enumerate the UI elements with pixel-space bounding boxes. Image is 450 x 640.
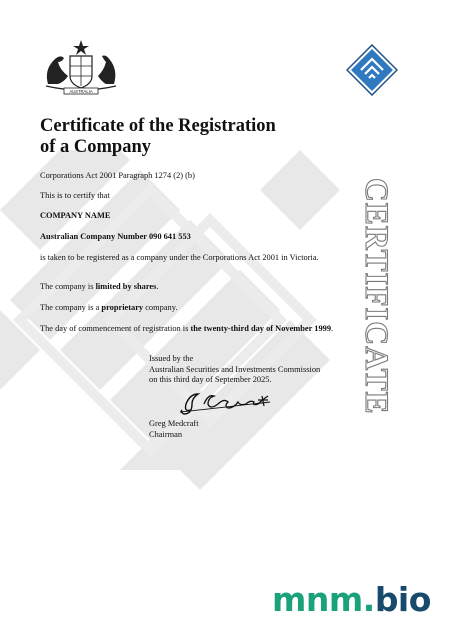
certificate-title (40, 116, 340, 158)
brand-part2: bio (374, 580, 431, 619)
signatory-title: Chairman (149, 429, 183, 439)
watermark-lattice (0, 150, 380, 490)
certify-intro: This is to certify that (40, 191, 110, 200)
issued-line3: on this third day of September 2025. (149, 375, 272, 384)
registration-statement: is taken to be registered as a company under the Corporations Act 2001 in Victoria. (40, 253, 319, 262)
paragraph-reference: Corporations Act 2001 Paragraph 1274 (2) (b) (40, 171, 195, 180)
limited-suffix: . (156, 282, 159, 291)
certificate-title-line2: of a Company (40, 137, 152, 157)
type-prefix: The company is a (40, 303, 102, 312)
brand-logo (272, 580, 431, 619)
brand-part1: mnm. (272, 580, 375, 619)
svg-text:CERTIFICATE: CERTIFICATE (358, 178, 394, 415)
issued-line1: Issued by the (149, 354, 194, 363)
limited-value: limited by shares (95, 282, 157, 291)
australian-coat-of-arms-icon (40, 38, 122, 98)
commencement-suffix: . (331, 324, 334, 333)
commencement-value: the twenty-third day of November 1999 (190, 324, 332, 333)
issued-line2: Australian Securities and Investments Commission (149, 364, 321, 374)
limited-prefix: The company is (40, 282, 96, 291)
handwritten-signature-icon (176, 390, 286, 420)
company-type-statement (40, 302, 177, 313)
limited-statement (40, 281, 159, 292)
certificate-side-label (348, 178, 450, 448)
commencement-statement (40, 323, 333, 334)
type-suffix: company. (143, 303, 178, 312)
company-number: Australian Company Number 090 641 553 (40, 232, 191, 241)
signatory-name: Greg Medcraft (149, 419, 199, 428)
asic-diamond-logo-icon (346, 44, 398, 96)
svg-text:AUSTRALIA: AUSTRALIA (69, 89, 93, 94)
type-value: proprietary (101, 303, 144, 312)
company-name: COMPANY NAME (40, 211, 111, 220)
certificate-title-line1: Certificate of the Registration (40, 116, 276, 136)
commencement-prefix: The day of commencement of registration is (40, 324, 191, 333)
